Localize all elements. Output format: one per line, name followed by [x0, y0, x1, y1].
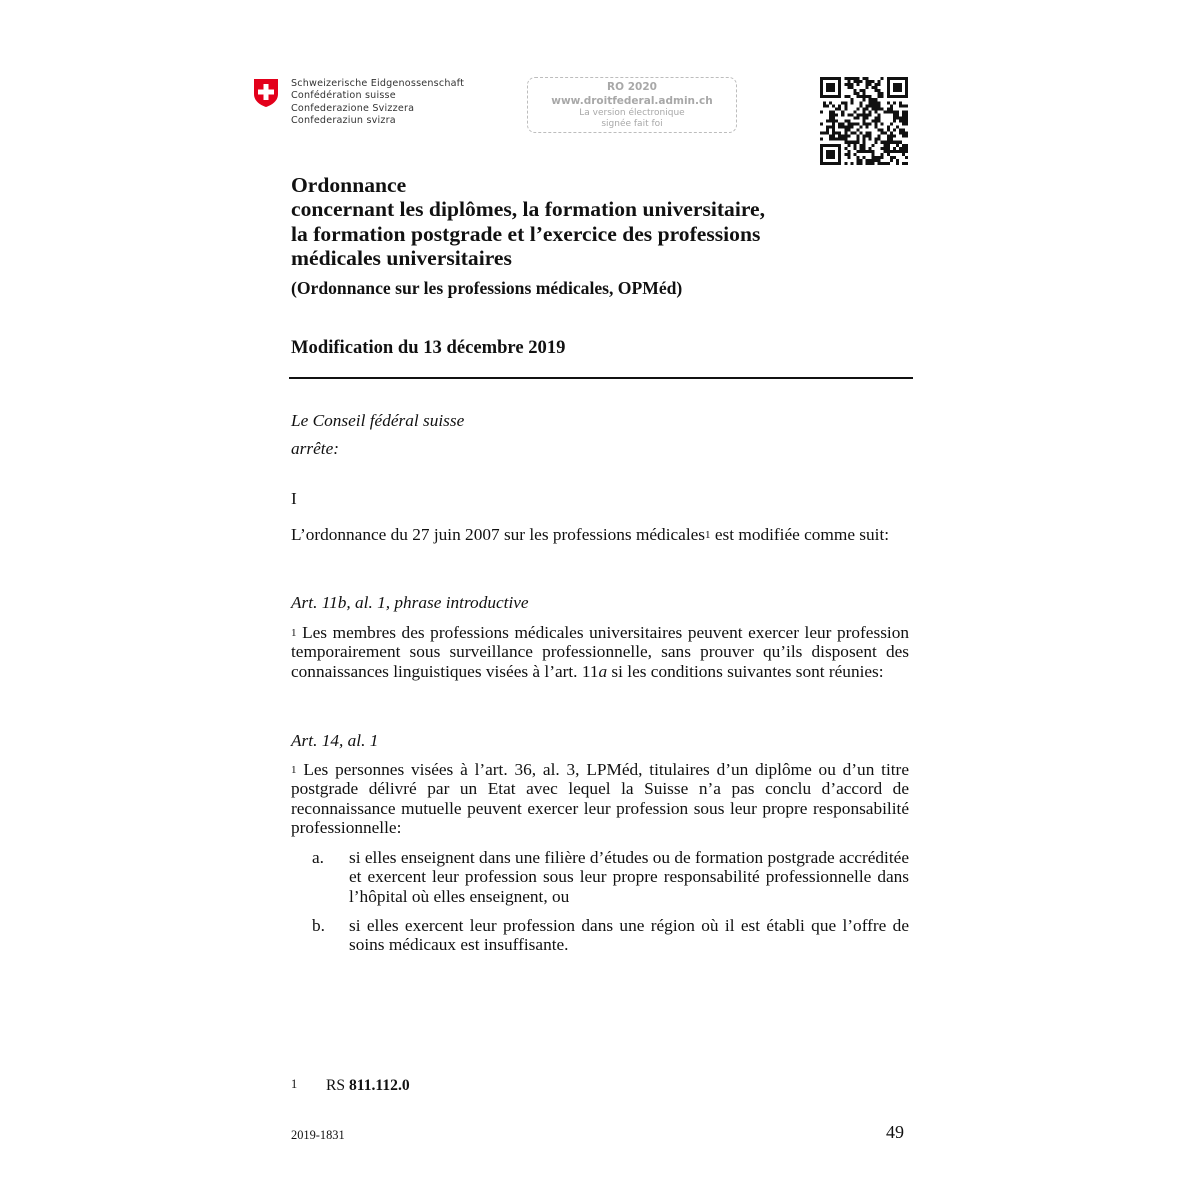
- intro-paragraph: [291, 525, 909, 544]
- divider: [289, 377, 913, 379]
- footnote-text: [326, 1077, 410, 1095]
- qr-code-icon: [819, 77, 909, 165]
- list-item-text: si elles enseignent dans une filière d’études ou de formation postgrade accréditée et exercent leur profession sous leur propre responsabilité professionnelle dans l’hôpital où elles enseignent, ou: [349, 848, 909, 906]
- document-title: [291, 173, 765, 270]
- document-id: 2019-1831: [291, 1128, 345, 1142]
- confed-line-it: Confederazione Svizzera: [291, 102, 415, 114]
- preamble: [291, 407, 464, 463]
- title-line-3: la formation postgrade et l’exercice des professions: [291, 221, 761, 246]
- alinea-number: 1: [291, 627, 297, 639]
- modification-date: Modification du 13 décembre 2019: [291, 337, 566, 358]
- ro-stamp: [527, 77, 737, 133]
- footnote-ref[interactable]: 1: [705, 529, 711, 541]
- confed-line-rm: Confederaziun svizra: [291, 115, 396, 127]
- title-line-1: Ordonnance: [291, 173, 407, 197]
- footnote-ref-number[interactable]: 811.112.0: [348, 1077, 410, 1094]
- art1-text-before: Les membres des professions médicales universitaires peuvent exercer leur profession temporairement sous surveillance professionnelle, sans prouver qu’ils disposent des connaissances linguistiques visées à l’art. 11: [291, 623, 909, 681]
- list-item-letter: b.: [312, 916, 325, 935]
- confederation-name: [291, 78, 464, 128]
- intro-text-after: est modifiée comme suit:: [710, 525, 890, 544]
- art1-text-after: si les conditions suivantes sont réunies:: [607, 661, 884, 681]
- article-11b-paragraph: [291, 623, 909, 681]
- ro-url[interactable]: www.droitfederal.admin.ch: [551, 95, 713, 107]
- article-14-heading: Art. 14, al. 1: [291, 731, 379, 750]
- short-title: (Ordonnance sur les professions médicales, OPMéd): [291, 278, 683, 298]
- intro-text-before: L’ordonnance du 27 juin 2007 sur les professions médicales: [291, 525, 706, 544]
- article-11b-heading: Art. 11b, al. 1, phrase introductive: [291, 593, 529, 612]
- preamble-line-1: Le Conseil fédéral suisse: [291, 411, 465, 430]
- ro-title: RO 2020: [607, 81, 657, 93]
- section-number: I: [291, 489, 297, 508]
- list-item-text: si elles exercent leur profession dans une région où il est établi que l’offre de soins médicaux est insuffisante.: [349, 916, 909, 955]
- ro-line1: La version électronique: [579, 108, 685, 118]
- footnote-prefix: RS: [326, 1077, 349, 1094]
- confed-line-fr: Confédération suisse: [291, 90, 396, 102]
- alinea-number: 1: [291, 764, 297, 776]
- footnote-number: 1: [291, 1077, 298, 1091]
- ro-line2: signée fait foi: [601, 119, 663, 129]
- art2-text: Les personnes visées à l’art. 36, al. 3, LPMéd, titulaires d’un diplôme ou d’un titre postgrade délivré par un Etat avec lequel la Suisse n’a pas conclu d’accord de reconnaissance mutuelle peuvent exercer leur profession sous leur propre responsabilité professionnelle:: [291, 760, 909, 838]
- article-14-paragraph: [291, 760, 909, 838]
- title-line-4: médicales universitaires: [291, 245, 512, 270]
- swiss-coat-of-arms-icon: [253, 78, 279, 108]
- title-line-2: concernant les diplômes, la formation universitaire,: [291, 197, 766, 222]
- art1-text-italic: a: [598, 661, 608, 681]
- preamble-line-2: arrête:: [291, 439, 339, 458]
- list-item-letter: a.: [312, 848, 324, 867]
- page-number: 49: [886, 1122, 904, 1142]
- confed-line-de: Schweizerische Eidgenossenschaft: [291, 78, 465, 89]
